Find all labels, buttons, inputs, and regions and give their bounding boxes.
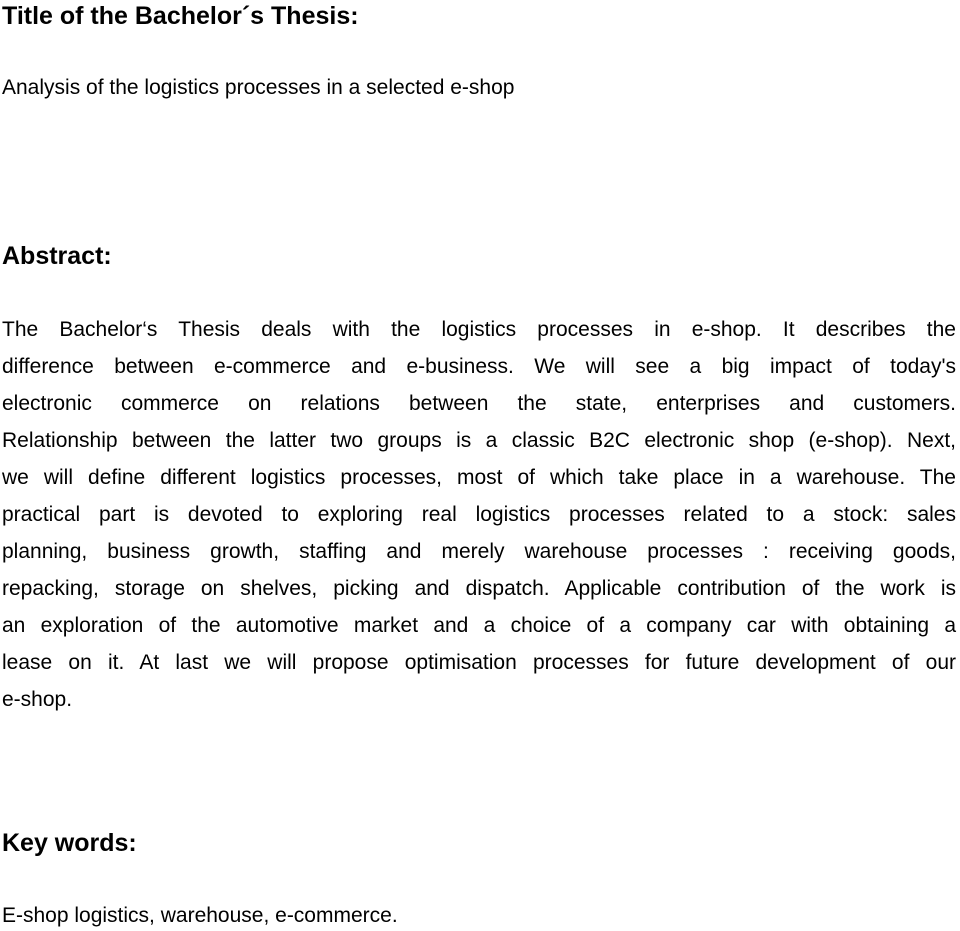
abstract-line: practical part is devoted to exploring real logistics processes related to a stock: sales (2, 503, 956, 526)
thesis-title: Analysis of the logistics processes in a selected e-shop (2, 76, 515, 99)
abstract-line: planning, business growth, staffing and merely warehouse processes : receiving goods, (2, 540, 956, 563)
abstract-line: difference between e-commerce and e-business. We will see a big impact of today's (2, 355, 956, 378)
abstract-line: lease on it. At last we will propose optimisation processes for future development of our (2, 651, 956, 674)
title-heading: Title of the Bachelor´s Thesis: (2, 2, 359, 30)
abstract-line: Relationship between the latter two groups is a classic B2C electronic shop (e-shop). Next, (2, 429, 956, 452)
keywords-text: E-shop logistics, warehouse, e-commerce. (2, 904, 398, 927)
abstract-heading: Abstract: (2, 242, 112, 270)
abstract-line: electronic commerce on relations between the state, enterprises and customers. (2, 392, 956, 415)
abstract-line: repacking, storage on shelves, picking and dispatch. Applicable contribution of the work is (2, 577, 956, 600)
abstract-line: we will define different logistics processes, most of which take place in a warehouse. The (2, 466, 956, 489)
keywords-heading: Key words: (2, 829, 137, 857)
abstract-body (2, 311, 956, 718)
abstract-line: e-shop. (2, 688, 73, 711)
abstract-line: an exploration of the automotive market and a choice of a company car with obtaining a (2, 614, 956, 637)
abstract-line: The Bachelor‘s Thesis deals with the logistics processes in e-shop. It describes the (2, 318, 956, 341)
